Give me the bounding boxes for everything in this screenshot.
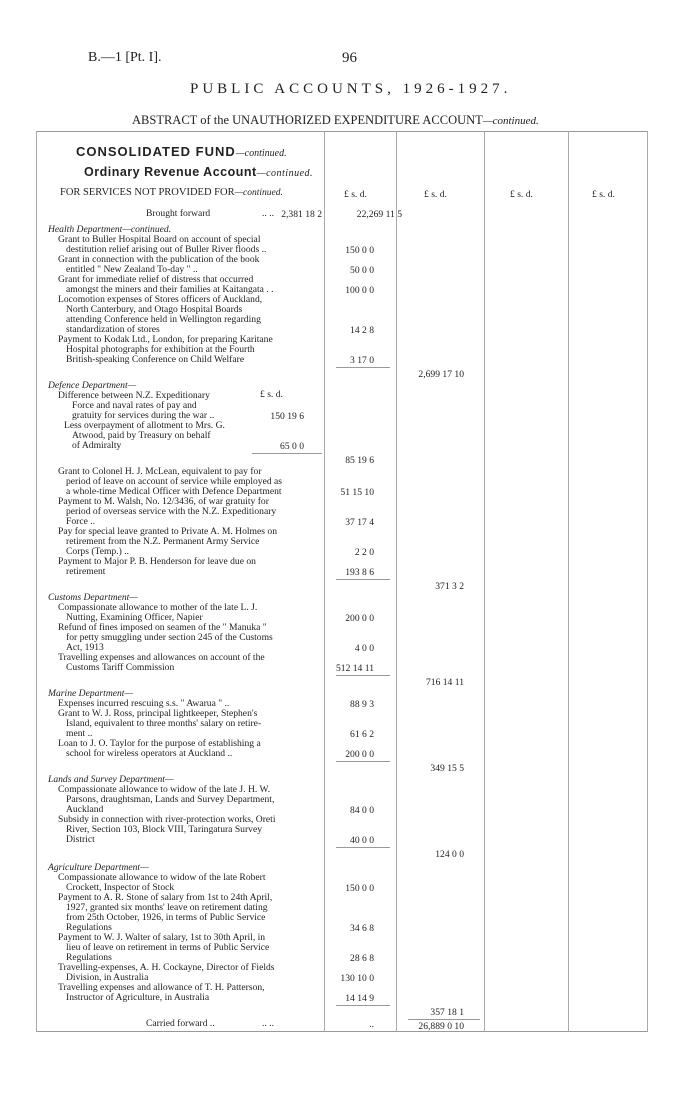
section-heading-marine: Marine Department—: [48, 688, 133, 699]
amount: 512 14 11: [335, 663, 374, 674]
entry-line: Grant to Buller Hospital Board on account of special: [58, 234, 261, 245]
amount: 150 0 0: [345, 883, 374, 894]
column-rule: [36, 131, 37, 1032]
entry-line: Travelling expenses and allowances on account of the: [58, 652, 265, 663]
entry-line: Payment to M. Walsh, No. 12/3436, of war gratuity for: [58, 496, 269, 507]
entry-line: Nutting, Examining Officer, Napier: [66, 612, 203, 623]
section-total: 2,699 17 10: [418, 369, 464, 380]
amount: 150 0 0: [345, 245, 374, 256]
entry-line: Division, in Australia: [66, 972, 149, 983]
entry-line: Expenses incurred rescuing s.s. " Awarua " ..: [58, 698, 230, 709]
entry-line: Regulations: [66, 952, 112, 963]
entry-line: Less overpayment of allotment to Mrs. G.: [64, 420, 225, 431]
entry-line: Loan to J. O. Taylor for the purpose of establishing a: [58, 738, 261, 749]
subtotal-rule: [408, 1019, 480, 1020]
entry-line: Grant to Colonel H. J. McLean, equivalent to pay for: [58, 466, 262, 477]
entry-line: destitution relief arising out of Buller River floods ..: [66, 244, 267, 255]
amount: 200 0 0: [345, 613, 374, 624]
subtotal-rule: [336, 847, 390, 848]
entry-line: Hospital photographs for exhibition at the Fourth: [66, 344, 255, 355]
entry-line: Parsons, draughtsman, Lands and Survey Department,: [66, 794, 275, 805]
page-title: PUBLIC ACCOUNTS, 1926-1927.: [190, 81, 512, 97]
section-total: 371 3 2: [435, 581, 464, 592]
page-reference: B.—1 [Pt. I].: [88, 50, 162, 65]
amount: 193 8 6: [345, 567, 374, 578]
brought-forward-col2: 22,269 11 5: [356, 209, 402, 220]
entry-line: Compassionate allowance to widow of the late Robert: [58, 872, 266, 883]
entry-line: Instructor of Agriculture, in Australia: [66, 992, 210, 1003]
amount: 4 0 0: [354, 643, 374, 654]
entry-line: Travelling expenses and allowance of T. H. Patterson,: [58, 982, 265, 993]
entry-line: Pay for special leave granted to Private A. M. Holmes on: [58, 526, 278, 537]
amount: 14 14 9: [345, 993, 374, 1004]
currency-header-col4: £ s. d.: [592, 189, 615, 200]
subtotal-rule: [336, 1005, 390, 1006]
amount: 2 2 0: [354, 547, 374, 558]
brought-forward-col1: 2,381 18 2: [281, 209, 322, 220]
section-total: 716 14 11: [425, 677, 464, 688]
entry-line: school for wireless operators at Auckland ..: [66, 748, 233, 759]
entry-line: Payment to Kodak Ltd., London, for preparing Karitane: [58, 334, 273, 345]
column-rule: [647, 131, 648, 1032]
amount: 84 0 0: [350, 805, 374, 816]
entry-line: retirement from the N.Z. Permanent Army Service: [66, 536, 260, 547]
section-heading-lands: Lands and Survey Department—: [48, 774, 174, 785]
table-top-rule: [36, 131, 648, 132]
entry-line: Locomotion expenses of Stores officers of Auckland,: [58, 294, 263, 305]
brought-forward-label: Brought forward: [146, 208, 211, 219]
amount: 51 15 10: [340, 487, 374, 498]
entry-line: lieu of leave on retirement in terms of Public Service: [66, 942, 270, 953]
entry-line: River, Section 103, Block VIII, Taringatura Survey: [66, 824, 263, 835]
amount: 40 0 0: [350, 835, 374, 846]
page-number: 96: [342, 50, 357, 66]
entry-line: Grant for immediate relief of distress that occurred: [58, 274, 254, 285]
account-title: Ordinary Revenue Account—continued.: [84, 165, 314, 179]
entry-line: Payment to Major P. B. Henderson for leave due on: [58, 556, 256, 567]
entry-line: Travelling-expenses, A. H. Cockayne, Director of Fields: [58, 962, 275, 973]
entry-line: Payment to W. J. Walter of salary, 1st to 30th April, in: [58, 932, 266, 943]
entry-line: amongst the miners and their families at Kaitangata . .: [66, 284, 274, 295]
entry-line: Crockett, Inspector of Stock: [66, 882, 175, 893]
inner-amount: 150 19 6: [270, 411, 304, 422]
amount: 130 10 0: [340, 973, 374, 984]
page-subtitle: ABSTRACT of the UNAUTHORIZED EXPENDITURE ACCOUNT—continued.: [132, 113, 539, 127]
subtotal-rule: [336, 675, 390, 676]
entry-line: Force ..: [66, 516, 96, 527]
amount: 88 9 3: [350, 699, 374, 710]
inner-currency-header: £ s. d.: [260, 389, 283, 400]
section-total: 349 15 5: [430, 763, 464, 774]
entry-line: a whole-time Medical Officer with Defence Department: [66, 486, 282, 497]
entry-line: gratuity for services during the war ..: [72, 410, 215, 421]
section-heading-defence: Defence Department—: [48, 380, 137, 391]
amount: 14 2 8: [350, 325, 374, 336]
entry-line: entitled " New Zealand To-day " ..: [66, 264, 198, 275]
entry-line: Grant to W. J. Ross, principal lightkeeper, Stephen's: [58, 708, 258, 719]
entry-line: Corps (Temp.) ..: [66, 546, 130, 557]
entry-line: Compassionate allowance to widow of the late J. H. W.: [58, 784, 271, 795]
fund-title: CONSOLIDATED FUND—continued.: [76, 144, 287, 159]
amount: 50 0 0: [350, 265, 374, 276]
amount: 3 17 0: [350, 355, 374, 366]
amount: 37 17 4: [345, 517, 374, 528]
entry-line: District: [66, 834, 95, 845]
entry-line: ment ..: [66, 728, 93, 739]
section-heading-health: Health Department—continued.: [48, 224, 172, 235]
entry-line: for petty smuggling under section 245 of the Customs: [66, 632, 273, 643]
entry-line: Compassionate allowance to mother of the late L. J.: [58, 602, 258, 613]
section-total: 357 18 1: [430, 1007, 464, 1018]
entry-line: Atwood, paid by Treasury on behalf: [72, 430, 211, 441]
subtotal-rule: [336, 367, 390, 368]
carried-forward-col1: ..: [369, 1019, 374, 1030]
accounts-table: [36, 131, 648, 1032]
entry-line: Customs Tariff Commission: [66, 662, 175, 673]
amount: 100 0 0: [345, 285, 374, 296]
entry-line: Difference between N.Z. Expeditionary: [58, 390, 210, 401]
entry-line: Grant in connection with the publication of the book: [58, 254, 260, 265]
leader-dots: .. ..: [262, 1018, 274, 1029]
section-total: 124 0 0: [435, 849, 464, 860]
currency-header-col3: £ s. d.: [510, 189, 533, 200]
entry-line: 1927, granted six months' leave on retirement dating: [66, 902, 268, 913]
section-heading-agriculture: Agriculture Department—: [48, 862, 149, 873]
entry-line: Payment to A. R. Stone of salary from 1st to 24th April,: [58, 892, 273, 903]
entry-line: Auckland: [66, 804, 104, 815]
entry-line: retirement: [66, 566, 106, 577]
entry-line: North Canterbury, and Otago Hospital Boards: [66, 304, 243, 315]
table-bottom-rule: [36, 1031, 648, 1032]
amount: 85 19 6: [345, 455, 374, 466]
subtotal-rule: [336, 761, 390, 762]
subtotal-rule: [252, 453, 322, 454]
entry-line: attending Conference held in Wellington regarding: [66, 314, 261, 325]
carried-forward-col2: 26,889 0 10: [418, 1021, 464, 1032]
currency-header-col1: £ s. d.: [344, 189, 367, 200]
entry-line: Island, equivalent to three months' salary on retire-: [66, 718, 262, 729]
currency-header-col2: £ s. d.: [424, 189, 447, 200]
entry-line: Regulations: [66, 922, 112, 933]
entry-line: British-speaking Conference on Child Welfare: [66, 354, 245, 365]
services-heading: FOR SERVICES NOT PROVIDED FOR—continued.: [60, 187, 283, 198]
section-heading-customs: Customs Department—: [48, 592, 138, 603]
carried-forward-label: Carried forward ..: [146, 1018, 215, 1029]
leader-dots: .. ..: [262, 208, 274, 219]
entry-line: standardization of stores: [66, 324, 160, 335]
amount: 200 0 0: [345, 749, 374, 760]
amount: 61 6 2: [350, 729, 374, 740]
amount: 34 6 8: [350, 923, 374, 934]
amount: 28 6 8: [350, 953, 374, 964]
entry-line: period of leave on account of service while employed as: [66, 476, 283, 487]
subtotal-rule: [336, 579, 390, 580]
entry-line: Subsidy in connection with river-protection works, Oreti: [58, 814, 276, 825]
entry-line: Force and naval rates of pay and: [72, 400, 197, 411]
entry-line: Act, 1913: [66, 642, 104, 653]
column-rule: [484, 131, 485, 1032]
inner-amount: 65 0 0: [280, 441, 304, 452]
column-rule: [568, 131, 569, 1032]
entry-line: Refund of fines imposed on seamen of the " Manuka ": [58, 622, 267, 633]
entry-line: period of overseas service with the N.Z. Expeditionary: [66, 506, 277, 517]
entry-line: from 25th October, 1926, in terms of Public Service: [66, 912, 266, 923]
entry-line: of Admiralty: [72, 440, 122, 451]
